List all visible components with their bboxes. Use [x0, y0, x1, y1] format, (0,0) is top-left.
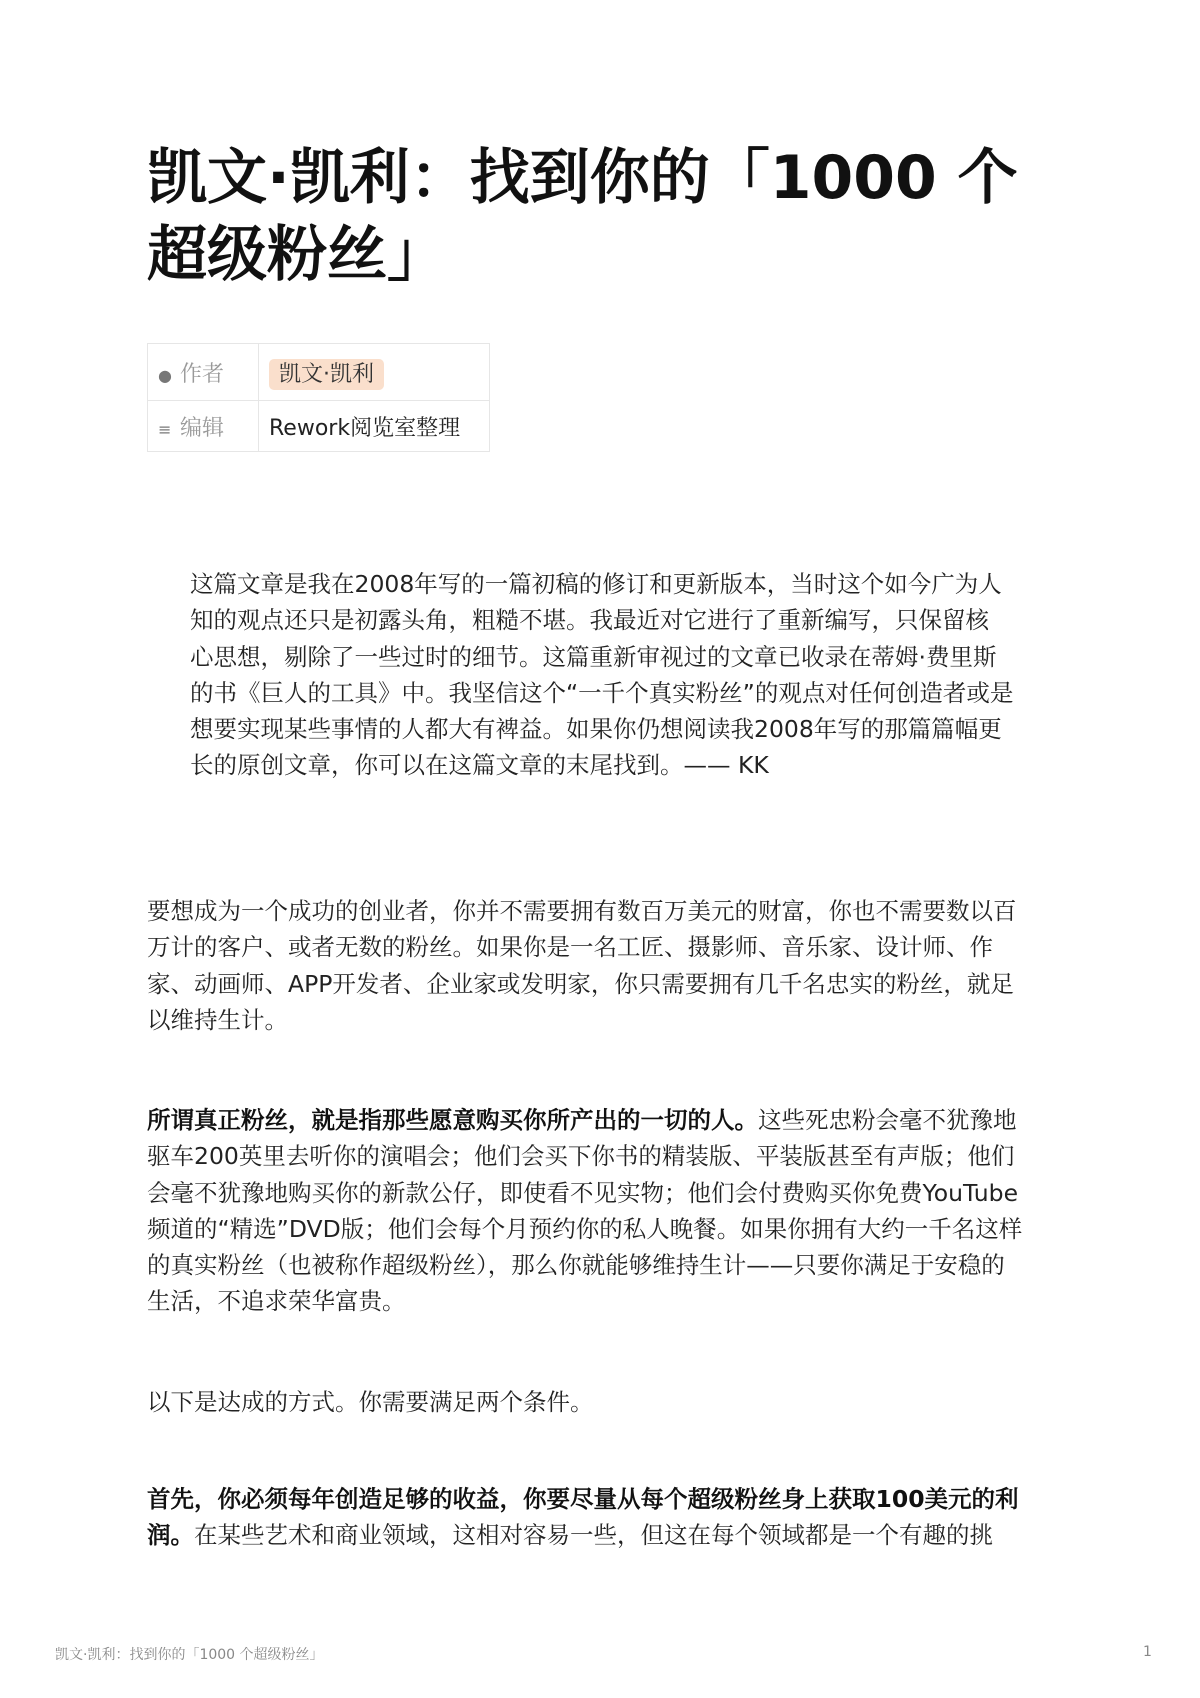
- properties-table: [147, 343, 490, 452]
- intro-quote: [190, 566, 1013, 784]
- page-title: 凯文·凯利：找到你的「1000 个超级粉丝」: [147, 143, 1018, 290]
- property-key: [148, 401, 259, 452]
- text-line: [147, 1002, 1017, 1038]
- text: 这篇文章是我在2008年写的一篇初稿的修订和更新版本，当时这个如今广为人: [190, 570, 1002, 598]
- property-key: [148, 344, 259, 401]
- property-value[interactable]: Rework阅览室整理: [259, 401, 490, 452]
- paragraph: [147, 1102, 1022, 1320]
- text: 以下是达成的方式。你需要满足两个条件。: [147, 1388, 594, 1416]
- text: 家、动画师、APP开发者、企业家或发明家，你只需要拥有几千名忠实的粉丝，就足: [147, 969, 1014, 998]
- page-number: 1: [1143, 1644, 1152, 1660]
- bold-text: 润。: [147, 1521, 194, 1550]
- property-label: 作者: [180, 361, 225, 387]
- property-label: 编辑: [180, 415, 225, 441]
- text-line: [190, 566, 1013, 602]
- text: 驱车200英里去听你的演唱会；他们会买下你书的精装版、平装版甚至有声版；他们: [147, 1142, 1015, 1171]
- paragraph: [147, 893, 1017, 1038]
- text: 长的原创文章，你可以在这篇文章的末尾找到。—— KK: [190, 751, 769, 780]
- text: 在某些艺术和商业领域，这相对容易一些，但这在每个领域都是一个有趣的挑: [194, 1521, 993, 1550]
- bold-text: 首先，你必须每年创造足够的收益，你要尽量从每个超级粉丝身上获取100美元的利: [147, 1485, 1019, 1513]
- text-line: [147, 1175, 1022, 1211]
- text: 知的观点还只是初露头角，粗糙不堪。我最近对它进行了重新编写，只保留核: [190, 606, 989, 635]
- text: 要想成为一个成功的创业者，你并不需要拥有数百万美元的财富，你也不需要数以百: [147, 897, 1017, 925]
- paragraph: [147, 1384, 594, 1420]
- text-line: [147, 1138, 1022, 1174]
- text-line: [147, 966, 1017, 1002]
- text: 万计的客户、或者无数的粉丝。如果你是一名工匠、摄影师、音乐家、设计师、作: [147, 933, 993, 962]
- author-tag[interactable]: 凯文·凯利: [269, 359, 384, 390]
- text-line: [147, 929, 1017, 965]
- text: 的真实粉丝（也被称作超级粉丝），那么你就能够维持生计——只要你满足于安稳的: [147, 1251, 1005, 1280]
- property-row-editor: [148, 401, 490, 452]
- text-line: [147, 1481, 1019, 1517]
- paragraph: [147, 1481, 1019, 1554]
- property-row-author: [148, 344, 490, 401]
- text-line: [147, 1283, 1022, 1319]
- text-line: [147, 1211, 1022, 1247]
- text-line: [147, 1247, 1022, 1283]
- text: 频道的“精选”DVD版；他们会每个月预约你的私人晚餐。如果你拥有大约一千名这样: [147, 1214, 1023, 1243]
- person-icon: ●: [158, 365, 172, 385]
- text-lines-icon: ≡: [158, 419, 172, 439]
- text-line: [190, 675, 1013, 711]
- text: 生活，不追求荣华富贵。: [147, 1287, 406, 1316]
- text-line: [190, 747, 1013, 783]
- text-line: [190, 602, 1013, 638]
- text-line: [190, 639, 1013, 675]
- text-line: [147, 1517, 1019, 1553]
- text: 的书《巨人的工具》中。我坚信这个“一千个真实粉丝”的观点对任何创造者或是: [190, 678, 1014, 707]
- text: 以维持生计。: [147, 1005, 288, 1034]
- text: 想要实现某些事情的人都大有裨益。如果你仍想阅读我2008年写的那篇篇幅更: [190, 715, 1002, 744]
- bold-text: 所谓真正粉丝，就是指那些愿意购买你所产出的一切的人。: [147, 1106, 758, 1134]
- text: 心思想，剔除了一些过时的细节。这篇重新审视过的文章已收录在蒂姆·费里斯: [190, 642, 997, 671]
- text: 会毫不犹豫地购买你的新款公仔，即使看不见实物；他们会付费购买你免费YouTube: [147, 1178, 1019, 1207]
- text-line: [147, 1384, 594, 1420]
- footer-title: 凯文·凯利：找到你的「1000 个超级粉丝」: [55, 1647, 324, 1663]
- text-line: [147, 893, 1017, 929]
- text-line: [190, 711, 1013, 747]
- text-line: [147, 1102, 1022, 1138]
- property-value[interactable]: [259, 344, 490, 401]
- text: 这些死忠粉会毫不犹豫地: [758, 1106, 1017, 1134]
